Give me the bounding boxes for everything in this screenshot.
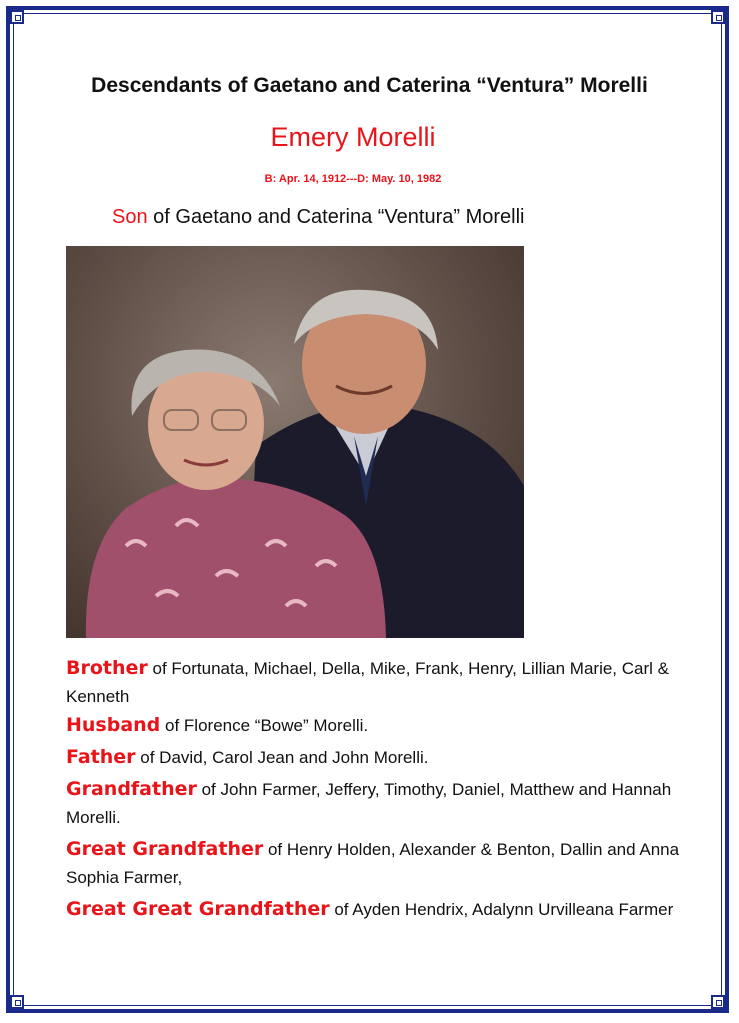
relation-great-great-grandfather: Great Great Grandfather of Ayden Hendrix, Adalynn Urvilleana Farmer (66, 898, 674, 920)
corner-ornament (711, 995, 725, 1009)
corner-ornament (10, 10, 24, 24)
relation-brother: Brother of Fortunata, Michael, Della, Mike, Frank, Henry, Lillian Marie, Carl & Kenneth (66, 657, 669, 706)
son-role: Son (112, 206, 148, 228)
relations-list (66, 654, 686, 924)
relation-husband: Husband of Florence “Bowe” Morelli. (66, 714, 369, 736)
son-line (112, 206, 524, 229)
portrait-illustration (66, 246, 524, 638)
relation-father: Father of David, Carol Jean and John Morelli. (66, 746, 429, 768)
relation-great-grandfather: Great Grandfather of Henry Holden, Alexander & Benton, Dallin and Anna Sophia Farmer, (66, 838, 680, 887)
page-title: Descendants of Gaetano and Caterina “Ventura” Morelli (91, 74, 648, 97)
corner-ornament (10, 995, 24, 1009)
relation-grandfather: Grandfather of John Farmer, Jeffery, Timothy, Daniel, Matthew and Hannah Morelli. (66, 778, 672, 827)
life-dates: B: Apr. 14, 1912---D: May. 10, 1982 (264, 173, 442, 185)
person-name: Emery Morelli (270, 122, 436, 152)
corner-ornament (711, 10, 725, 24)
couple-portrait-photo (66, 246, 524, 638)
son-text: of Gaetano and Caterina “Ventura” Morelli (147, 206, 525, 228)
